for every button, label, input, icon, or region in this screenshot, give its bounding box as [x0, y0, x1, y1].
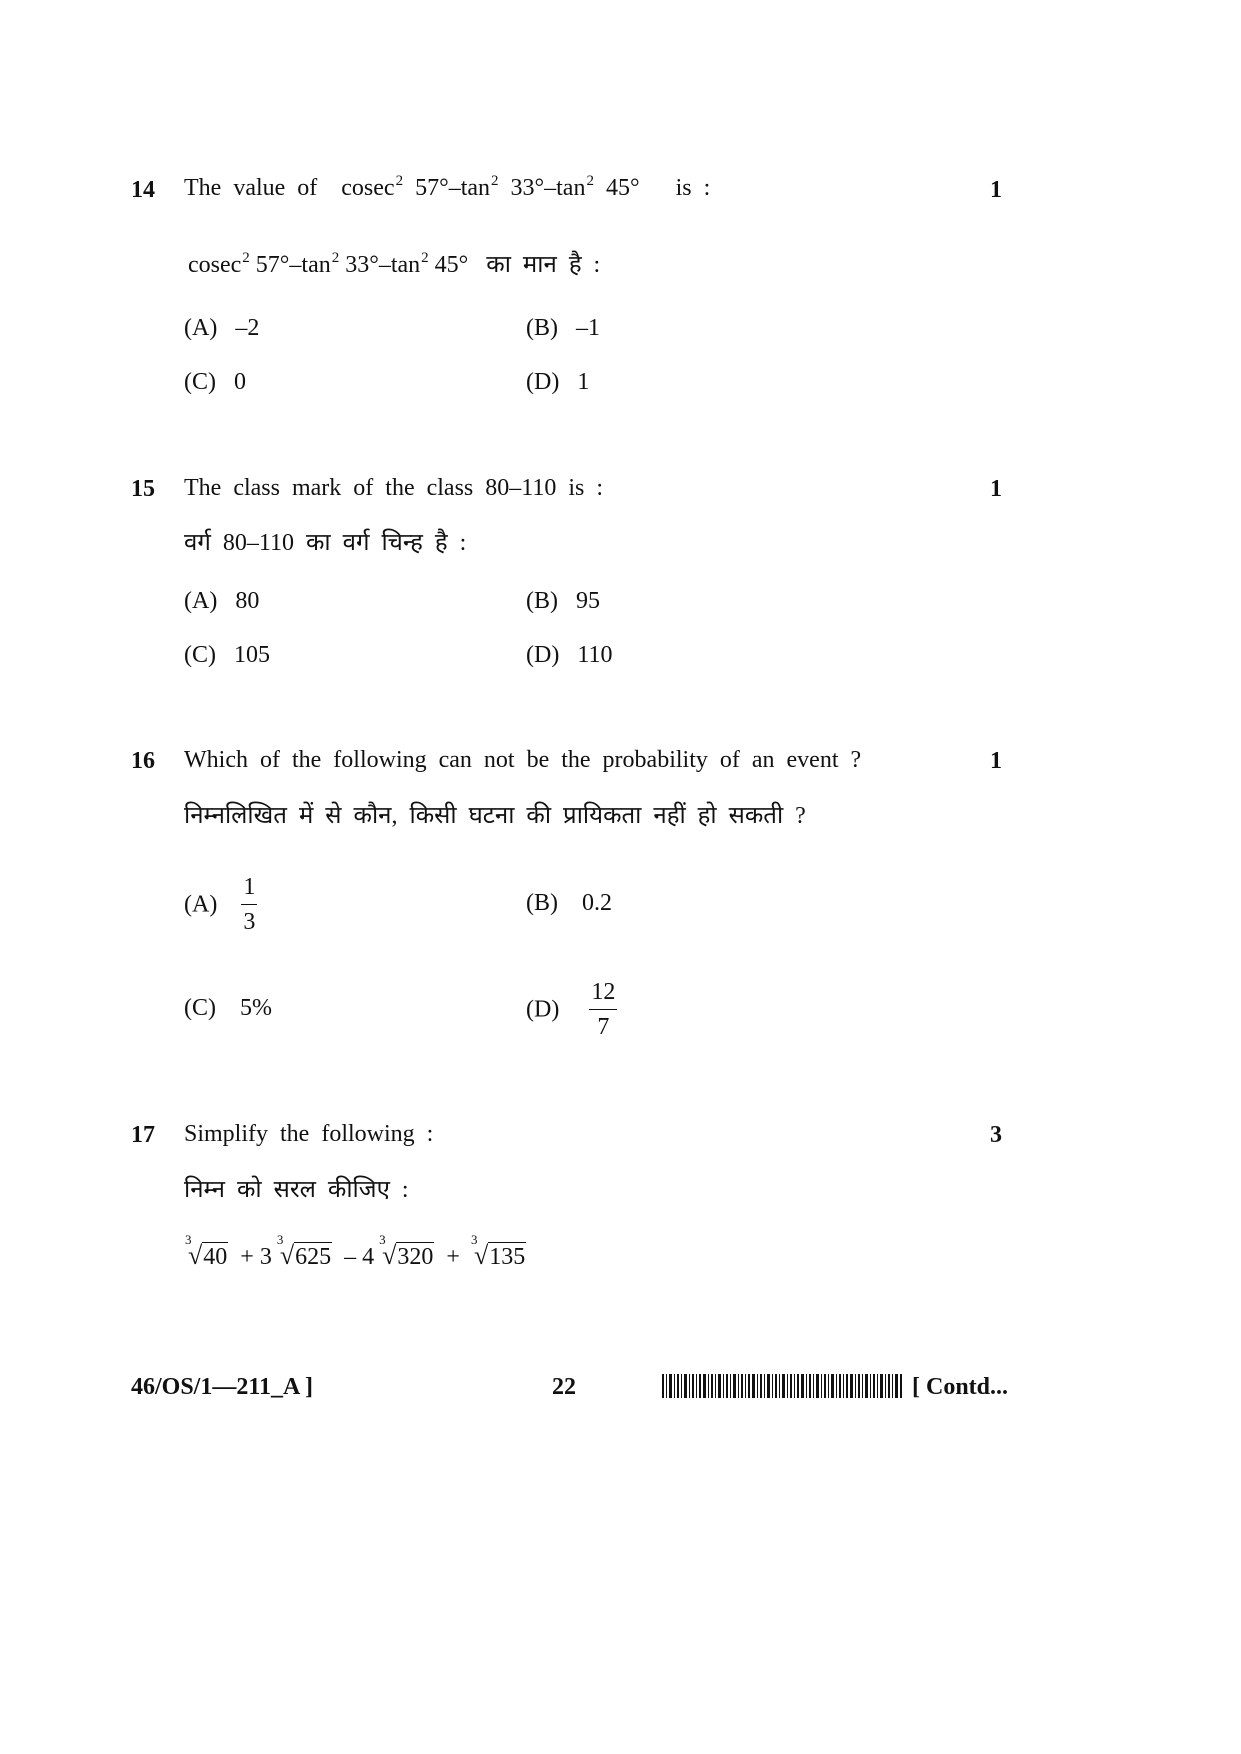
cube-root: 3 √40 [185, 1232, 228, 1270]
radical-expression: 3 √40 + 3 3 √625 – 4 3 √320 + 3 √135 [185, 1232, 526, 1270]
option-c: (C) 105 [184, 642, 270, 668]
question-text-hi: cosec$^2$ $57^\circ-\tan^2$ $33^\circ-\tan^2$ 45° का मान है : [188, 250, 601, 278]
question-text-en: The class mark of the class 80–110 is : [184, 475, 604, 501]
cube-root: 3 √135 [470, 1232, 526, 1270]
option-a: (A) –2 [184, 315, 260, 341]
option-b: (B) 0.2 [526, 890, 612, 916]
option-a: (A) $\frac{1}{3}$ [184, 874, 256, 935]
option-d: (D) $\frac{12}{7}$ [526, 979, 616, 1040]
paper-code: 46/OS/1—211_A ] [131, 1374, 314, 1400]
question-text-en: Which of the following can not be the probability of an event ? [184, 747, 862, 773]
barcode [662, 1374, 902, 1398]
page-number: 22 [552, 1374, 576, 1400]
question-text-hi: निम्न को सरल कीजिए : [184, 1177, 409, 1203]
option-a: (A) 80 [184, 588, 260, 614]
trig-expression: cosec$^2$ $57^\circ-\tan^2$ $33^\circ-\tan^2$ 45° [341, 173, 640, 201]
option-d: (D) 110 [526, 642, 613, 668]
question-number: 16 [131, 748, 155, 774]
marks: 3 [990, 1122, 1002, 1148]
cube-root: 3 √625 [276, 1232, 332, 1270]
option-d: (D) 1 [526, 369, 590, 395]
question-number: 14 [131, 177, 155, 203]
question-text-hi: निम्नलिखित में से कौन, किसी घटना की प्रायिकता नहीं हो सकती ? [184, 803, 806, 829]
marks: 1 [990, 476, 1002, 502]
marks: 1 [990, 748, 1002, 774]
question-text-hi: वर्ग 80–110 का वर्ग चिन्ह है : [184, 530, 467, 556]
continued-label: [ Contd... [912, 1374, 1009, 1400]
question-number: 15 [131, 476, 155, 502]
question-text-en: Simplify the following : [184, 1121, 434, 1147]
option-c: (C) 5% [184, 995, 272, 1021]
question-text-en: The value of cosec$^2$ $57^\circ-\tan^2$ $33^\circ-\tan^2$ 45° is : [184, 173, 711, 201]
fraction: $\frac{12}{7}$ [591, 979, 616, 1040]
option-c: (C) 0 [184, 369, 246, 395]
question-number: 17 [131, 1122, 155, 1148]
trig-expression: cosec$^2$ $57^\circ-\tan^2$ $33^\circ-\tan^2$ 45° [188, 250, 469, 278]
option-b: (B) –1 [526, 315, 600, 341]
marks: 1 [990, 177, 1002, 203]
option-b: (B) 95 [526, 588, 600, 614]
cube-root: 3 √320 [379, 1232, 434, 1270]
fraction: $\frac{1}{3}$ [243, 874, 256, 935]
